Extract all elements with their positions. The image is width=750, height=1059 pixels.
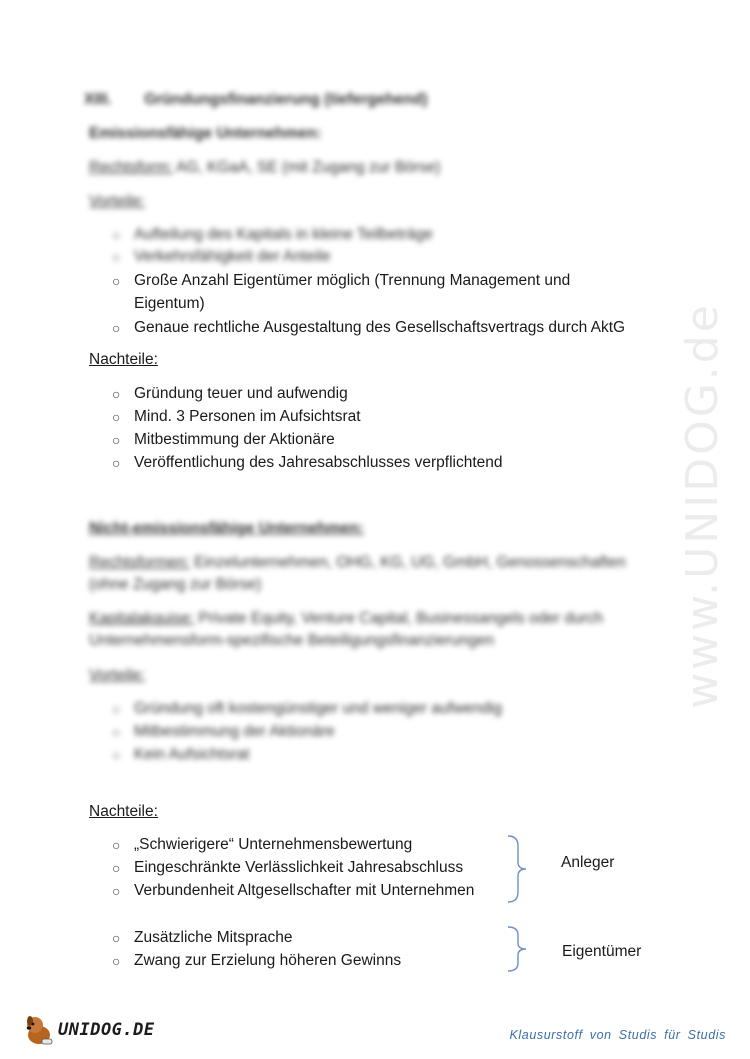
watermark-text: www.UNIDOG.de <box>676 301 728 709</box>
nonemission-nachteil-5: Zwang zur Erzielung höheren Gewinns <box>134 952 402 969</box>
emission-nachteile-label: Nachteile: <box>89 351 158 368</box>
nonemission-heading: Nicht-emissionsfähige Unternehmen: <box>89 520 364 537</box>
emission-vorteil-3: Große Anzahl Eigentümer möglich (Trennung Management und <box>134 272 571 289</box>
bullet-icon: ○ <box>112 724 121 740</box>
emission-vorteil-1: Aufteilung des Kapitals in kleine Teilbeträge <box>134 226 433 243</box>
emission-nachteil-4: Veröffentlichung des Jahresabschlusses verpflichtend <box>134 454 503 471</box>
nonemission-kapital <box>89 608 603 630</box>
bullet-icon: ○ <box>112 860 121 876</box>
nonemission-vorteil-1: Gründung oft kostengünstiger und weniger aufwendig <box>134 700 502 717</box>
section-heading <box>84 89 428 111</box>
bullet-icon: ○ <box>112 432 121 448</box>
nonemission-vorteil-3: Kein Aufsichtsrat <box>134 746 250 763</box>
bullet-icon: ○ <box>112 701 121 717</box>
nonemission-vorteil-2: Mitbestimmung der Aktionäre <box>134 723 335 740</box>
emission-nachteil-1: Gründung teuer und aufwendig <box>134 385 348 402</box>
bullet-icon: ○ <box>112 953 121 969</box>
anleger-label: Anleger <box>561 854 615 871</box>
nonemission-nachteil-2: Eingeschränkte Verlässlichkeit Jahresabschluss <box>134 859 464 876</box>
bullet-icon: ○ <box>112 455 121 471</box>
nonemission-nachteil-4: Zusätzliche Mitsprache <box>134 929 293 946</box>
bullet-icon: ○ <box>112 837 121 853</box>
rechtsform-text: AG, KGaA, SE (mit Zugang zur Börse) <box>172 159 441 176</box>
emission-vorteil-3-cont: Eigentum) <box>134 295 205 312</box>
emission-nachteil-2: Mind. 3 Personen im Aufsichtsrat <box>134 408 361 425</box>
nonemission-nachteil-1: „Schwierigere“ Unternehmensbewertung <box>134 836 413 853</box>
rechtsformen-label: Rechtsformen: <box>89 554 190 571</box>
nonemission-nachteile-label: Nachteile: <box>89 803 158 820</box>
nonemission-vorteile-label: Vorteile: <box>89 667 146 684</box>
kapital-label: Kapitalakquise: <box>89 610 195 627</box>
watermark <box>672 280 732 730</box>
emission-rechtsform <box>89 157 440 179</box>
unidog-logo <box>22 1012 155 1048</box>
rechtsformen-text: Einzelunternehmen, OHG, KG, UG, GmbH, Genossenschaften <box>189 554 626 571</box>
emission-vorteil-2: Verkehrsfähigkeit der Anteile <box>134 248 331 265</box>
bullet-icon: ○ <box>112 747 121 763</box>
bullet-icon: ○ <box>112 930 121 946</box>
section-number: XIII. <box>84 91 112 108</box>
section-title: Gründungsfinanzierung (tiefergehend) <box>144 91 428 108</box>
logo-wordmark: UNIDOG.DE <box>58 1020 155 1040</box>
bullet-icon: ○ <box>112 883 121 899</box>
emission-vorteil-4: Genaue rechtliche Ausgestaltung des Gesellschaftsvertrags durch AktG <box>134 319 626 336</box>
right-brace-icon <box>506 925 530 973</box>
nonemission-nachteil-3: Verbundenheit Altgesellschafter mit Unternehmen <box>134 882 475 899</box>
nonemission-kapital-cont: Unternehmensform-spezifische Beteiligungsfinanzierungen <box>89 632 494 649</box>
eigentuemer-label: Eigentümer <box>562 943 642 960</box>
emission-heading: Emissionsfähige Unternehmen: <box>89 125 322 142</box>
right-brace-icon <box>506 834 530 904</box>
dog-icon <box>22 1013 56 1047</box>
rechtsform-label: Rechtsform: <box>89 159 173 176</box>
bullet-icon: ○ <box>112 320 121 336</box>
emission-vorteile-label: Vorteile: <box>89 193 146 210</box>
nonemission-rechtsformen-cont: (ohne Zugang zur Börse) <box>89 576 262 593</box>
footer-tagline: Klausurstoff von Studis für Studis <box>509 1028 726 1042</box>
bullet-icon: ○ <box>112 273 121 289</box>
kapital-text: Private Equity, Venture Capital, Businessangels oder durch <box>194 610 604 627</box>
bullet-icon: ○ <box>112 227 121 243</box>
bullet-icon: ○ <box>112 386 121 402</box>
emission-nachteil-3: Mitbestimmung der Aktionäre <box>134 431 335 448</box>
bullet-icon: ○ <box>112 249 121 265</box>
nonemission-rechtsformen <box>89 552 626 574</box>
bullet-icon: ○ <box>112 409 121 425</box>
